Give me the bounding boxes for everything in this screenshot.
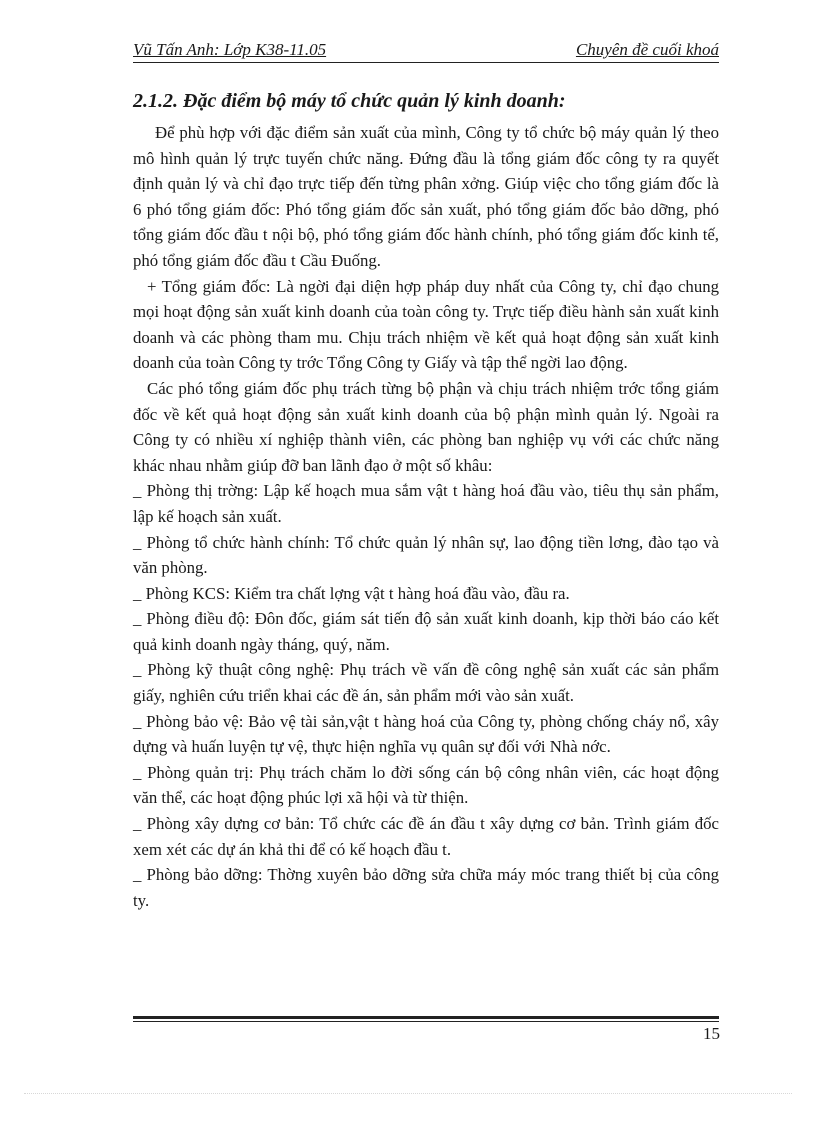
list-item-kcs-dept: _ Phòng KCS: Kiểm tra chất lợng vật t hàng hoá đầu vào, đầu ra.	[133, 583, 570, 603]
list-item-tech-dept: _ Phòng kỹ thuật công nghệ: Phụ trách về vấn đề công nghệ sản xuất các sản phẩm giấy, nghiên cứu triển khai các đề án, sản phẩm mới vào sản xuất.	[133, 660, 719, 706]
paragraph-ceo: + Tổng giám đốc: Là ngời đại diện hợp pháp duy nhất của Công ty, chỉ đạo chung mọi hoạt động sản xuất kinh doanh của toàn công ty. Trực tiếp điều hành sản xuất kinh doanh và các phòng tham mu. Chịu trách nhiệm về kết quả hoạt động sản xuất kinh doanh của toàn Công ty trớc Tổng Công ty Giấy và tập thể ngời lao động.	[133, 276, 719, 373]
list-item-security-dept: _ Phòng bảo vệ: Bảo vệ tài sản,vật t hàng hoá của Công ty, phòng chống cháy nổ, xây dựng và huấn luyện tự vệ, thực hiện nghĩa vụ quân sự đối với Nhà nớc.	[133, 711, 719, 757]
list-item-construction-dept: _ Phòng xây dựng cơ bản: Tổ chức các đề án đầu t xây dựng cơ bản. Trình giám đốc xem xét các dự án khả thi để có kế hoạch đầu t.	[133, 814, 719, 859]
page-header	[133, 38, 719, 64]
list-item-dispatch-dept: _ Phòng điều độ: Đôn đốc, giám sát tiến độ sản xuất kinh doanh, kịp thời báo cáo kết quả kinh doanh ngày tháng, quý, năm.	[133, 609, 719, 654]
page-number: 15	[703, 1024, 720, 1043]
list-item-maintenance-dept: _ Phòng bảo dỡng: Thờng xuyên bảo dỡng sửa chữa máy móc trang thiết bị của công ty.	[133, 865, 719, 910]
paragraph-deputies: Các phó tổng giám đốc phụ trách từng bộ phận và chịu trách nhiệm trớc tổng giám đốc về kết quả hoạt động sản xuất kinh doanh của bộ phận mình quản lý. Ngoài ra Công ty có nhiều xí nghiệp thành viên, các phòng ban nghiệp vụ với các chức năng khác nhau nhằm giúp đỡ ban lãnh đạo ở một số khâu:	[133, 378, 719, 475]
page-body	[133, 88, 719, 913]
page-edge-divider	[24, 1093, 792, 1094]
list-item-market-dept: _ Phòng thị trờng: Lập kế hoạch mua sắm vật t hàng hoá đầu vào, tiêu thụ sản phẩm, lập kế hoạch sản xuất.	[133, 481, 719, 526]
footer-rule-thin	[133, 1021, 719, 1022]
header-author: Vũ Tấn Anh: Lớp K38-11.05	[133, 40, 327, 59]
list-item-admin-dept: _ Phòng quản trị: Phụ trách chăm lo đời sống cán bộ công nhân viên, các hoạt động văn thể, các hoạt động phúc lợi xã hội và từ thiện.	[133, 762, 719, 808]
list-item-hr-dept: _ Phòng tổ chức hành chính: Tổ chức quản lý nhân sự, lao động tiền lơng, đào tạo và văn phòng.	[133, 532, 719, 578]
header-rule	[133, 62, 719, 63]
footer-rule-thick	[133, 1016, 719, 1019]
header-doc-title: Chuyên đề cuối khoá	[575, 40, 719, 59]
paragraph-intro: Để phù hợp với đặc điểm sản xuất của mình, Công ty tổ chức bộ máy quản lý theo mô hình quản lý trực tuyến chức năng. Đứng đầu là tổng giám đốc công ty ra quyết định quản lý và chỉ đạo trực tiếp đến từng phân xởng. Giúp việc cho tổng giám đốc là 6 phó tổng giám đốc: Phó tổng giám đốc sản xuất, phó tổng giám đốc bảo dỡng, phó tổng giám đốc đầu t nội bộ, phó tổng giám đốc hành chính, phó tổng giám đốc kinh tế, phó tổng giám đốc đầu t Cầu Đuống.	[133, 123, 719, 270]
section-title: 2.1.2. Đặc điểm bộ máy tổ chức quản lý kinh doanh:	[133, 90, 566, 112]
